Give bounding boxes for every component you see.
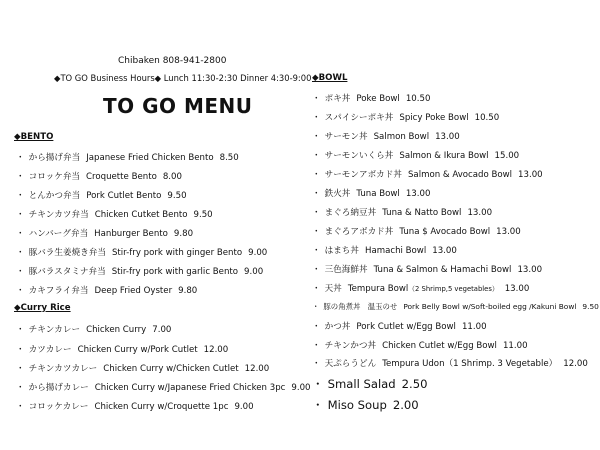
- item-en: Chicken Curry w/Pork Cutlet: [77, 345, 198, 355]
- item-jp: サーモン丼: [324, 132, 368, 142]
- item-price: 10.50: [405, 94, 431, 104]
- item-price: 9.80: [173, 229, 194, 239]
- curry-item: ・ カツカレー Chicken Curry w/Pork Cutlet 12.00: [16, 345, 229, 355]
- item-price: 9.50: [582, 302, 599, 311]
- item-en: Pork Cutlet w/Egg Bowl: [356, 322, 456, 332]
- bowl-item: ・ スパイシーポキ丼 Spicy Poke Bowl 10.50: [312, 113, 500, 123]
- item-jp: 三色海鮮丼: [324, 265, 368, 275]
- item-en: Deep Fried Oyster: [94, 286, 173, 296]
- item-price: 13.00: [405, 189, 431, 199]
- bowl-item: ・ チキンかつ丼 Chicken Cutlet w/Egg Bowl 11.00: [312, 341, 528, 351]
- item-price: 9.00: [291, 383, 311, 393]
- item-jp: まぐろ納豆丼: [324, 208, 377, 218]
- item-jp: 天丼: [324, 284, 342, 294]
- item-price: 10.50: [474, 113, 500, 123]
- item-en: Chicken Cutket Bento: [94, 210, 188, 220]
- bowl-item: ・ まぐろアボカド丼 Tuna $ Avocado Bowl 13.00: [312, 227, 521, 237]
- phone-line: Chibaken 808-941-2800: [118, 56, 227, 66]
- item-price: 11.00: [502, 341, 528, 351]
- bento-item: ・ コロッケ弁当 Croquette Bento 8.00: [16, 172, 182, 182]
- item-jp: ポキ丼: [324, 94, 351, 104]
- item-en: Stir-fry pork with garlic Bento: [111, 267, 239, 277]
- curry-item: ・ から揚げカレー Chicken Curry w/Japanese Fried Chicken 3pc 9.00: [16, 383, 311, 393]
- item-en: Tuna & Natto Bowl: [382, 208, 462, 218]
- bowl-item: ・ はまち丼 Hamachi Bowl 13.00: [312, 246, 457, 256]
- page-title: TO GO MENU: [103, 94, 253, 118]
- item-en: Japanese Fried Chicken Bento: [86, 153, 214, 163]
- item-jp: とんかつ弁当: [28, 191, 81, 201]
- extra-item: ・ Small Salad 2.50: [312, 377, 428, 391]
- item-price: 11.00: [461, 322, 487, 332]
- bowl-item: ・ サーモンいくら丼 Salmon & Ikura Bowl 15.00: [312, 151, 520, 161]
- item-en: Pork Belly Bowl w/Soft-boiled egg /Kakuni Bowl: [403, 302, 577, 311]
- item-jp: 豚バラスタミナ弁当: [28, 267, 106, 277]
- bento-item: ・ から揚げ弁当 Japanese Fried Chicken Bento 8.50: [16, 153, 239, 163]
- item-jp: チキンカツカレー: [28, 364, 98, 374]
- item-price: 13.00: [432, 246, 457, 256]
- item-price: 13.00: [435, 132, 460, 142]
- business-hours: ◆TO GO Business Hours◆ Lunch 11:30-2:30 Dinner 4:30-9:00: [54, 73, 312, 83]
- extra-price: 2.50: [401, 377, 428, 391]
- item-price: 8.00: [162, 172, 182, 182]
- item-en: Stir-fry pork with ginger Bento: [111, 248, 243, 258]
- item-jp: チキンカレー: [28, 325, 81, 335]
- item-price: 8.50: [219, 153, 239, 163]
- item-jp: はまち丼: [324, 246, 359, 256]
- item-en: Pork Cutlet Bento: [86, 191, 162, 201]
- item-en: Chicken Curry: [86, 325, 147, 335]
- bento-item: ・ 豚バラ生姜焼き弁当 Stir-fry pork with ginger Bento 9.00: [16, 248, 268, 258]
- bento-item: ・ とんかつ弁当 Pork Cutlet Bento 9.50: [16, 191, 187, 201]
- extra-item: ・ Miso Soup 2.00: [312, 398, 419, 412]
- item-jp: サーモンアボカド丼: [324, 170, 402, 180]
- item-jp: 鉄火丼: [324, 189, 351, 199]
- item-jp: カツカレー: [28, 345, 72, 355]
- bowl-item: ・ かつ丼 Pork Cutlet w/Egg Bowl 11.00: [312, 322, 487, 332]
- item-en: Croquette Bento: [86, 172, 157, 182]
- item-jp: チキンカツ弁当: [28, 210, 89, 220]
- bento-item: ・ 豚バラスタミナ弁当 Stir-fry pork with garlic Bento 9.00: [16, 267, 264, 277]
- item-jp: から揚げカレー: [28, 383, 89, 393]
- item-jp: から揚げ弁当: [28, 153, 81, 163]
- item-price: 13.00: [517, 265, 543, 275]
- item-en: Spicy Poke Bowl: [399, 113, 469, 123]
- item-price: 13.00: [518, 170, 543, 180]
- item-en: Hanburger Bento: [94, 229, 168, 239]
- extra-label: Miso Soup: [327, 398, 387, 412]
- item-price: 12.00: [244, 364, 270, 374]
- item-jp: コロッケカレー: [28, 402, 89, 412]
- curry-item: ・ チキンカレー Chicken Curry 7.00: [16, 325, 172, 335]
- item-en: Chicken Cutlet w/Egg Bowl: [382, 341, 497, 351]
- item-price: 12.00: [563, 359, 588, 369]
- bowl-item: ・ サーモン丼 Salmon Bowl 13.00: [312, 132, 460, 142]
- item-jp: 豚バラ生姜焼き弁当: [28, 248, 106, 258]
- item-en: Chicken Curry w/Japanese Fried Chicken 3pc: [94, 383, 286, 393]
- bowl-item: ・ 豚の角煮丼 温玉のせ Pork Belly Bowl w/Soft-boiled egg /Kakuni Bowl 9.50: [312, 302, 599, 311]
- item-price: 9.00: [234, 402, 254, 412]
- bento-item: ・ ハンバーグ弁当 Hanburger Bento 9.80: [16, 229, 194, 239]
- bowl-item: ・ ポキ丼 Poke Bowl 10.50: [312, 94, 431, 104]
- item-price: 15.00: [494, 151, 520, 161]
- item-jp: かつ丼: [324, 322, 351, 332]
- item-price: 7.00: [152, 325, 172, 335]
- item-jp: まぐろアボカド丼: [324, 227, 394, 237]
- item-en: Tuna $ Avocado Bowl: [399, 227, 491, 237]
- item-en: Tuna & Salmon & Hamachi Bowl: [373, 265, 512, 275]
- curry-heading: ◆Curry Rice: [14, 303, 71, 313]
- extra-price: 2.00: [392, 398, 419, 412]
- item-note: （2 Shrimp,5 vegetables）: [408, 285, 499, 293]
- bowl-heading: ◆BOWL: [312, 73, 348, 83]
- item-en: Tempura Bowl: [347, 284, 409, 294]
- extra-label: Small Salad: [327, 377, 396, 391]
- item-jp: 豚の角煮丼 温玉のせ: [323, 302, 398, 311]
- item-en: Hamachi Bowl: [365, 246, 427, 256]
- bowl-item: ・ 三色海鮮丼 Tuna & Salmon & Hamachi Bowl 13.00: [312, 265, 543, 275]
- bowl-item: ・ サーモンアボカド丼 Salmon & Avocado Bowl 13.00: [312, 170, 543, 180]
- item-price: 13.00: [504, 284, 530, 294]
- bowl-item: ・ 天丼 Tempura Bowl（2 Shrimp,5 vegetables） 13.00: [312, 284, 530, 294]
- bowl-item: ・ まぐろ納豆丼 Tuna & Natto Bowl 13.00: [312, 208, 493, 218]
- item-jp: 天ぷらうどん: [324, 359, 377, 369]
- item-en: Tuna Bowl: [356, 189, 400, 199]
- item-price: 9.80: [178, 286, 198, 296]
- item-en: Salmon Bowl: [373, 132, 430, 142]
- item-price: 12.00: [203, 345, 229, 355]
- item-price: 13.00: [467, 208, 493, 218]
- item-price: 9.00: [248, 248, 268, 258]
- item-en: Salmon & Avocado Bowl: [407, 170, 513, 180]
- item-jp: カキフライ弁当: [28, 286, 89, 296]
- item-jp: チキンかつ丼: [324, 341, 377, 351]
- bowl-item: ・ 天ぷらうどん Tempura Udon（1 Shrimp. 3 Vegetable） 12.00: [312, 359, 588, 369]
- curry-item: ・ チキンカツカレー Chicken Curry w/Chicken Cutlet 12.00: [16, 364, 270, 374]
- item-jp: サーモンいくら丼: [324, 151, 394, 161]
- item-price: 9.00: [244, 267, 264, 277]
- item-en: Salmon & Ikura Bowl: [399, 151, 489, 161]
- bowl-item: ・ 鉄火丼 Tuna Bowl 13.00: [312, 189, 431, 199]
- item-en: Poke Bowl: [356, 94, 400, 104]
- item-en: Chicken Curry w/Chicken Cutlet: [103, 364, 239, 374]
- bento-item: ・ カキフライ弁当 Deep Fried Oyster 9.80: [16, 286, 198, 296]
- item-price: 13.00: [496, 227, 521, 237]
- item-jp: ハンバーグ弁当: [28, 229, 89, 239]
- item-price: 9.50: [167, 191, 187, 201]
- item-en: Chicken Curry w/Croquette 1pc: [94, 402, 229, 412]
- item-price: 9.50: [193, 210, 213, 220]
- curry-item: ・ コロッケカレー Chicken Curry w/Croquette 1pc 9.00: [16, 402, 254, 412]
- item-jp: コロッケ弁当: [28, 172, 81, 182]
- bento-heading: ◆BENTO: [14, 132, 54, 142]
- bento-item: ・ チキンカツ弁当 Chicken Cutket Bento 9.50: [16, 210, 213, 220]
- item-jp: スパイシーポキ丼: [324, 113, 394, 123]
- item-en: Tempura Udon（1 Shrimp. 3 Vegetable）: [382, 359, 558, 369]
